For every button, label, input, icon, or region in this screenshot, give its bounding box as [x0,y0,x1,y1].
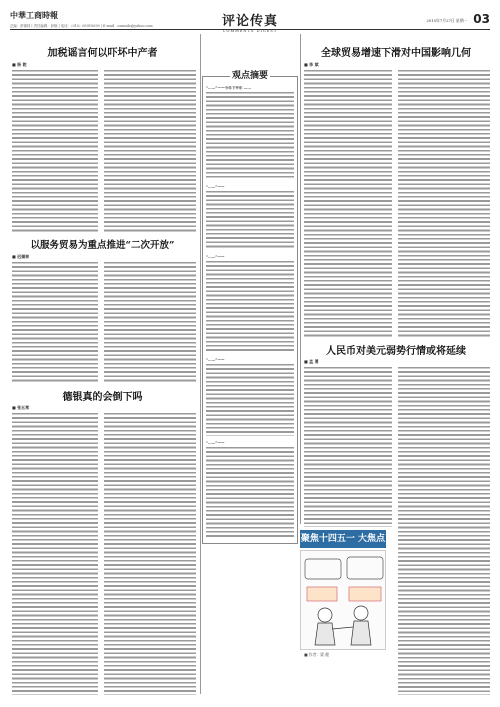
article-2-body-col-2 [104,262,196,382]
paper-name: 中華工商時報 [10,11,58,20]
cartoon-drawing [301,551,386,650]
cartoon-title: 聚焦十四五一 大焦点 [300,530,386,548]
viewpoints-title: 观点摘要 [230,68,270,80]
article-3-byline: ■ 张五常 [12,405,30,410]
section-title: 评论传真 [221,14,278,29]
viewpoint-body-2 [206,191,294,249]
article-3-body-col-2 [104,413,196,695]
article-5-byline: ■ 孟 勇 [304,359,319,364]
article-1-body-col-1 [12,70,98,232]
viewpoint-body-5 [206,447,294,539]
article-5-body-col-2 [398,367,490,695]
viewpoint-body-3 [206,261,294,353]
masthead-rule [10,29,490,30]
viewpoint-body-4 [206,364,294,436]
article-4-body-col-1 [304,70,392,338]
masthead-left [10,10,190,28]
article-2-headline: 以服务贸易为重点推进“二次开放” [30,240,175,251]
viewpoint-lead-5: “……”—— [206,441,225,445]
cartoon-illustration [300,550,386,650]
article-2-body-col-1 [12,262,98,382]
article-4-byline: ■ 李 斌 [304,62,319,67]
issue-date: 2015年7月27日 星期一 [426,18,468,23]
article-3-headline: 德银真的会倒下吗 [62,392,143,403]
article-4-headline: 全球贸易增速下滑对中国影响几何 [321,48,471,59]
article-1-byline: ■ 杨 乾 [12,62,27,67]
column-divider-right [300,34,301,524]
article-2-byline: ■ 迟福林 [12,254,30,259]
article-3-body-col-1 [12,413,98,695]
viewpoint-lead-3: “……”—— [206,255,225,259]
page-number: 03 [473,12,490,26]
cartoon-caption: ■ 作者：梁 健 [304,652,329,657]
article-1-body-col-2 [104,70,196,232]
article-1-headline: 加税谣言何以吓坏中产者 [47,48,158,59]
masthead-right [426,14,490,24]
article-5-body-col-1 [304,367,392,527]
viewpoint-lead-1: “……”——今年下半年 …… [206,86,251,90]
viewpoint-body-1 [206,92,294,180]
article-4-body-col-2 [398,70,490,338]
editors-line: 总编：彭锦林 | 责任编辑：彭晓 | 电话：（010）65910099 | E-mail：onsmile@yahoo.com [10,24,153,28]
article-5-headline: 人民币对美元弱势行情或将延续 [326,346,466,357]
section-subtitle: COMMENTS DIGEST [222,29,278,33]
column-divider-left [200,34,201,694]
viewpoint-lead-4: “……”—— [206,358,225,362]
viewpoint-lead-2: “……”—— [206,185,225,189]
